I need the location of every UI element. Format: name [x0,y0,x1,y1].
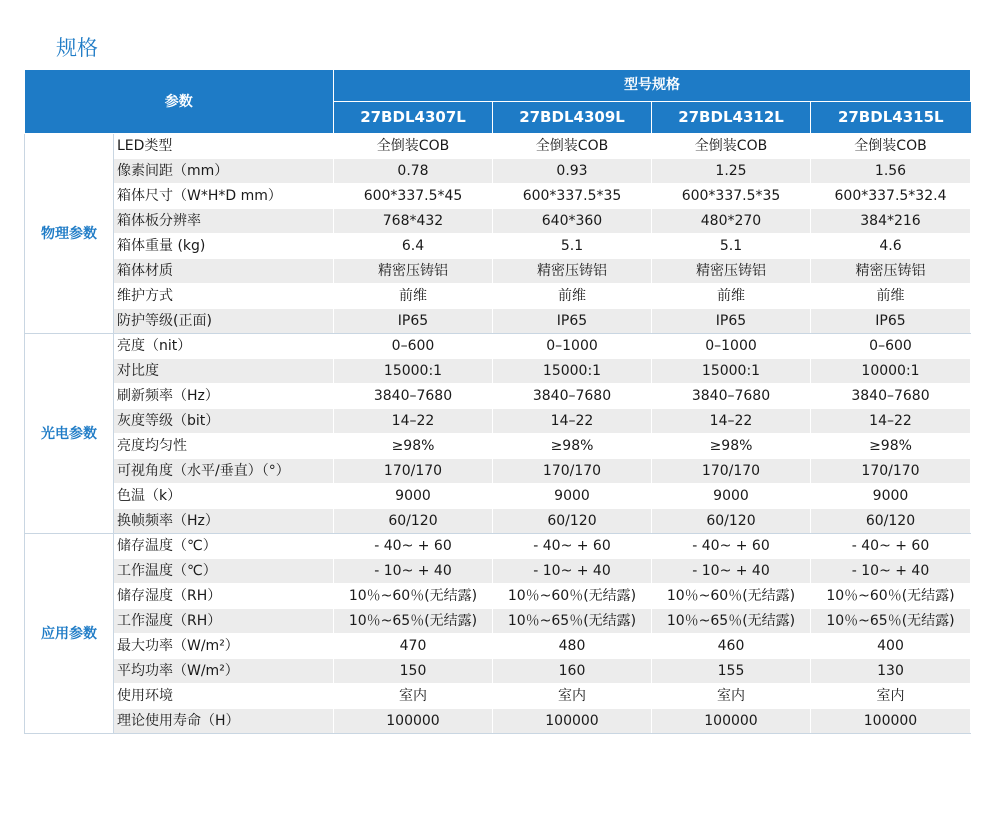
spec-value: 10％~60％(无结露) [493,584,652,609]
table-row [25,284,971,309]
spec-value: 前维 [493,284,652,309]
spec-value: 10％~60％(无结露) [334,584,493,609]
spec-value: IP65 [493,309,652,334]
table-row [25,159,971,184]
spec-value: ≥98% [493,434,652,459]
spec-value: - 10~ + 40 [652,559,811,584]
param-label: 平均功率（W/m²） [114,659,334,684]
param-label: 换帧频率（Hz） [114,509,334,534]
page-title: 规格 [56,36,98,60]
spec-value: 15000:1 [493,359,652,384]
param-label: 箱体尺寸（W*H*D mm） [114,184,334,209]
spec-value: 470 [334,634,493,659]
param-header: 参数 [25,70,334,134]
spec-value: 3840–7680 [493,384,652,409]
spec-value: 0–1000 [652,334,811,359]
spec-value: 6.4 [334,234,493,259]
spec-value: 室内 [493,684,652,709]
spec-value: 10％~60％(无结露) [652,584,811,609]
param-label: 刷新频率（Hz） [114,384,334,409]
model-header: 型号规格 [334,70,971,102]
spec-value: 0–600 [334,334,493,359]
param-label: 最大功率（W/m²） [114,634,334,659]
table-row [25,584,971,609]
group-label: 物理参数 [25,134,114,334]
spec-value: 9000 [652,484,811,509]
table-row [25,634,971,659]
param-label: 对比度 [114,359,334,384]
spec-value: ≥98% [334,434,493,459]
spec-value: 全倒装COB [493,134,652,159]
table-row [25,559,971,584]
spec-value: 3840–7680 [334,384,493,409]
spec-value: 600*337.5*32.4 [811,184,971,209]
spec-value: 全倒装COB [334,134,493,159]
table-row [25,434,971,459]
spec-table-header [25,70,971,134]
param-label: 灰度等级（bit） [114,409,334,434]
table-row [25,334,971,359]
spec-value: 100000 [334,709,493,734]
spec-value: 100000 [652,709,811,734]
spec-value: 前维 [652,284,811,309]
spec-value: 14–22 [652,409,811,434]
spec-value: - 40~ + 60 [334,534,493,559]
param-label: 储存温度（℃） [114,534,334,559]
table-row [25,359,971,384]
param-label: 亮度均匀性 [114,434,334,459]
param-label: 箱体材质 [114,259,334,284]
spec-value: 155 [652,659,811,684]
table-row [25,184,971,209]
spec-value: - 10~ + 40 [811,559,971,584]
spec-value: 14–22 [493,409,652,434]
spec-value: 10％~65％(无结露) [334,609,493,634]
table-row [25,134,971,159]
spec-value: 384*216 [811,209,971,234]
table-row [25,659,971,684]
spec-value: 9000 [334,484,493,509]
spec-value: 前维 [811,284,971,309]
group-label: 光电参数 [25,334,114,534]
spec-value: 460 [652,634,811,659]
spec-value: 室内 [811,684,971,709]
spec-value: 170/170 [652,459,811,484]
table-row [25,509,971,534]
spec-value: 15000:1 [334,359,493,384]
spec-value: 400 [811,634,971,659]
param-label: 维护方式 [114,284,334,309]
spec-value: 4.6 [811,234,971,259]
spec-value: 640*360 [493,209,652,234]
spec-value: 170/170 [811,459,971,484]
spec-value: 10％~65％(无结露) [493,609,652,634]
model-name: 27BDL4309L [493,102,652,134]
spec-value: 3840–7680 [811,384,971,409]
spec-value: 600*337.5*35 [652,184,811,209]
spec-value: 60/120 [493,509,652,534]
spec-value: 480 [493,634,652,659]
spec-value: 14–22 [334,409,493,434]
spec-value: ≥98% [811,434,971,459]
spec-value: 10％~60％(无结露) [811,584,971,609]
spec-value: 1.25 [652,159,811,184]
spec-value: 60/120 [652,509,811,534]
spec-value: ≥98% [652,434,811,459]
table-row [25,709,971,734]
param-label: 理论使用寿命（H） [114,709,334,734]
spec-value: 14–22 [811,409,971,434]
spec-value: - 10~ + 40 [334,559,493,584]
table-row [25,409,971,434]
spec-value: 全倒装COB [811,134,971,159]
spec-value: - 40~ + 60 [652,534,811,559]
param-label: 亮度（nit） [114,334,334,359]
spec-value: 10％~65％(无结露) [811,609,971,634]
spec-value: 0–1000 [493,334,652,359]
spec-value: 130 [811,659,971,684]
table-row [25,384,971,409]
table-row [25,534,971,559]
spec-value: 100000 [811,709,971,734]
param-label: 像素间距（mm） [114,159,334,184]
spec-table-body [25,134,971,734]
spec-value: 室内 [652,684,811,709]
spec-value: 前维 [334,284,493,309]
model-name: 27BDL4307L [334,102,493,134]
spec-value: 5.1 [493,234,652,259]
table-row [25,259,971,284]
param-label: LED类型 [114,134,334,159]
spec-value: 15000:1 [652,359,811,384]
model-name: 27BDL4315L [811,102,971,134]
spec-value: 9000 [811,484,971,509]
param-label: 使用环境 [114,684,334,709]
table-row [25,484,971,509]
table-row [25,459,971,484]
spec-value: 150 [334,659,493,684]
spec-value: 精密压铸铝 [493,259,652,284]
spec-value: 0.93 [493,159,652,184]
spec-value: 10％~65％(无结露) [652,609,811,634]
group-label: 应用参数 [25,534,114,734]
spec-value: 170/170 [334,459,493,484]
spec-value: 5.1 [652,234,811,259]
spec-value: 10000:1 [811,359,971,384]
spec-value: - 10~ + 40 [493,559,652,584]
param-label: 色温（k） [114,484,334,509]
param-label: 防护等级(正面) [114,309,334,334]
table-row [25,209,971,234]
table-row [25,609,971,634]
param-label: 工作湿度（RH） [114,609,334,634]
spec-value: IP65 [652,309,811,334]
table-row [25,684,971,709]
param-label: 箱体板分辨率 [114,209,334,234]
spec-value: 精密压铸铝 [811,259,971,284]
spec-value: - 40~ + 60 [493,534,652,559]
spec-value: 100000 [493,709,652,734]
param-label: 储存湿度（RH） [114,584,334,609]
param-label: 箱体重量 (kg) [114,234,334,259]
spec-value: 精密压铸铝 [652,259,811,284]
spec-value: 170/170 [493,459,652,484]
param-label: 可视角度（水平/垂直）（°） [114,459,334,484]
spec-value: 60/120 [334,509,493,534]
spec-value: IP65 [334,309,493,334]
spec-value: 0–600 [811,334,971,359]
spec-value: IP65 [811,309,971,334]
spec-value: 60/120 [811,509,971,534]
spec-value: 1.56 [811,159,971,184]
param-label: 工作温度（℃） [114,559,334,584]
spec-value: 室内 [334,684,493,709]
table-row [25,234,971,259]
spec-value: 全倒装COB [652,134,811,159]
spec-value: 精密压铸铝 [334,259,493,284]
spec-value: 160 [493,659,652,684]
spec-value: - 40~ + 60 [811,534,971,559]
spec-value: 3840–7680 [652,384,811,409]
spec-value: 480*270 [652,209,811,234]
spec-value: 600*337.5*35 [493,184,652,209]
spec-value: 9000 [493,484,652,509]
spec-table [24,70,971,734]
spec-value: 0.78 [334,159,493,184]
model-name: 27BDL4312L [652,102,811,134]
table-row [25,309,971,334]
spec-value: 768*432 [334,209,493,234]
spec-value: 600*337.5*45 [334,184,493,209]
